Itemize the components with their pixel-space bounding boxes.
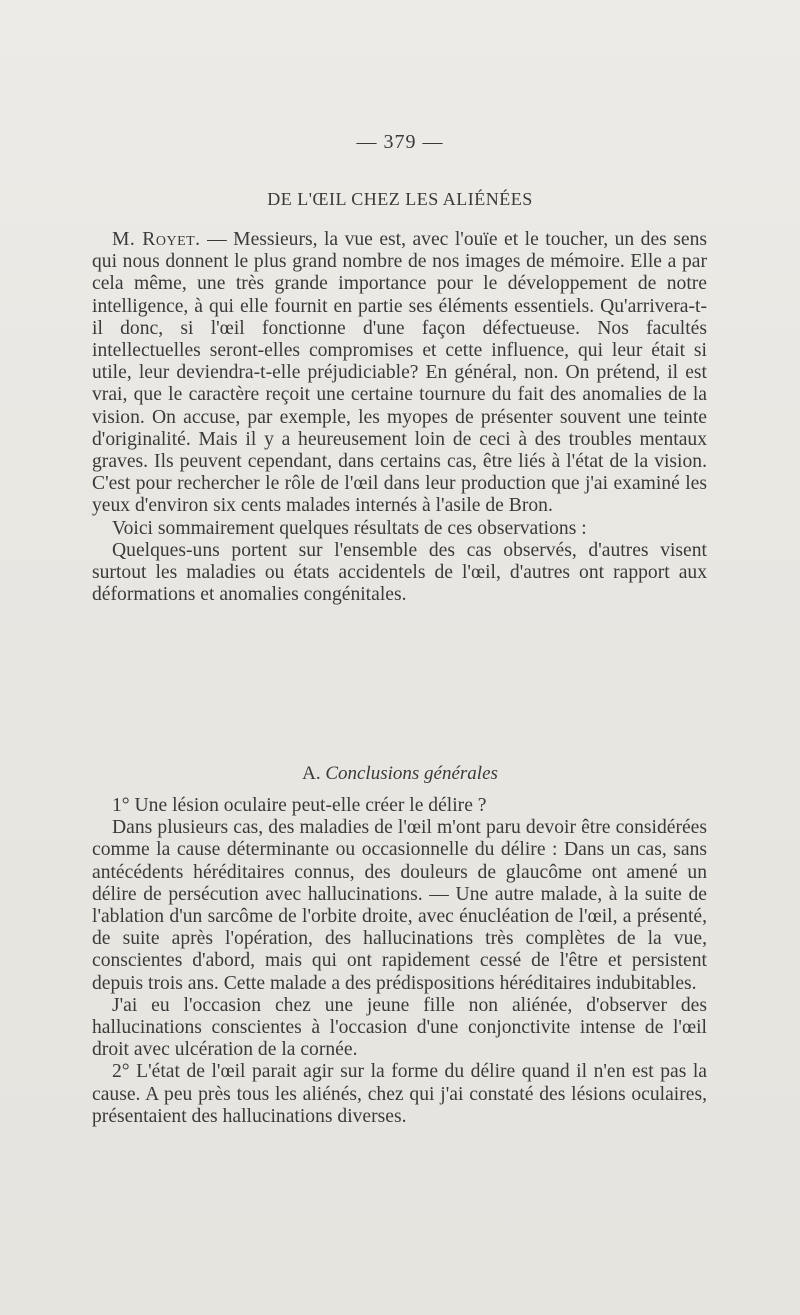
section-title-text: Conclusions générales (325, 763, 498, 784)
conclusion-paragraph-1: 1° Une lésion oculaire peut-elle créer le délire ? (112, 795, 487, 816)
speaker-name: M. Royet. (112, 229, 201, 250)
conclusion-paragraph-3: J'ai eu l'occasion chez une jeune fille non aliénée, d'observer des hallucinations conscientes à l'occasion d'une conjonctivite intense de l'œil droit avec ulcération de la cornée. (92, 994, 707, 1061)
intro-paragraph-2: Voici sommairement quelques résultats de ces observations : (112, 517, 587, 539)
conclusion-paragraph-2: Dans plusieurs cas, des maladies de l'œil m'ont paru devoir être considérées comme la cause déterminante ou occasionnelle du délire : Dans un cas, sans antécédents héréditaires connus, des douleurs de glaucôme ont amené un délire de persécution avec hallucinations. — Une autre malade, à la suite de l'ablation d'un sarcôme de l'orbite droite, avec énucléation de l'œil, a présenté, de suite après l'opération, des hallucinations très complètes de la vue, conscientes d'abord, mais qui ont rapidement cessé de l'être et persistent depuis trois ans. Cette malade a des prédispositions héréditaires indubitables. (92, 817, 707, 994)
intro-paragraph-3: Quelques-uns portent sur l'ensemble des cas observés, d'autres visent surtout les maladies ou états accidentels de l'œil, d'autres ont rapport aux déformations et anomalies congénitales. (92, 539, 707, 606)
conclusions-text (92, 795, 707, 1128)
page-number: — 379 — (356, 131, 444, 153)
conclusion-paragraph-4: 2° L'état de l'œil parait agir sur la forme du délire quand il n'en est pas la cause. A peu près tous les aliénés, chez qui j'ai constaté des lésions oculaires, présentaient des hallucinations diverses. (92, 1061, 707, 1127)
section-letter: A. (302, 763, 321, 784)
chapter-heading: DE L'ŒIL CHEZ LES ALIÉNÉES (267, 189, 533, 209)
intro-paragraph-1-text: — Messieurs, la vue est, avec l'ouïe et le toucher, un des sens qui nous donnent le plus grand nombre de nos images de mémoire. Elle a par cela même, une très grande importance pour le développement de notre intelligence, à qui elle fournit en partie ses éléments essentiels. Qu'arrivera-t-il donc, si l'œil fonctionne d'une façon défectueuse. Nos facultés intellectuelles seront-elles compromises et cette influence, qui leur était si utile, leur deviendra-t-elle préjudiciable? En général, non. On prétend, il est vrai, que le caractère reçoit une certaine tournure du fait des anomalies de la vision. On accuse, par exemple, les myopes de présenter souvent une teinte d'originalité. Mais il y a heureusement loin de ceci à des troubles mentaux graves. Ils peuvent cependant, dans certains cas, être liés à l'état de la vision. C'est pour rechercher le rôle de l'œil dans leur production que j'ai examiné les yeux d'environ six cents malades internés à l'asile de Bron. (92, 229, 707, 517)
section-title (0, 763, 800, 785)
intro-paragraph-1 (92, 229, 707, 518)
intro-text (92, 229, 707, 606)
